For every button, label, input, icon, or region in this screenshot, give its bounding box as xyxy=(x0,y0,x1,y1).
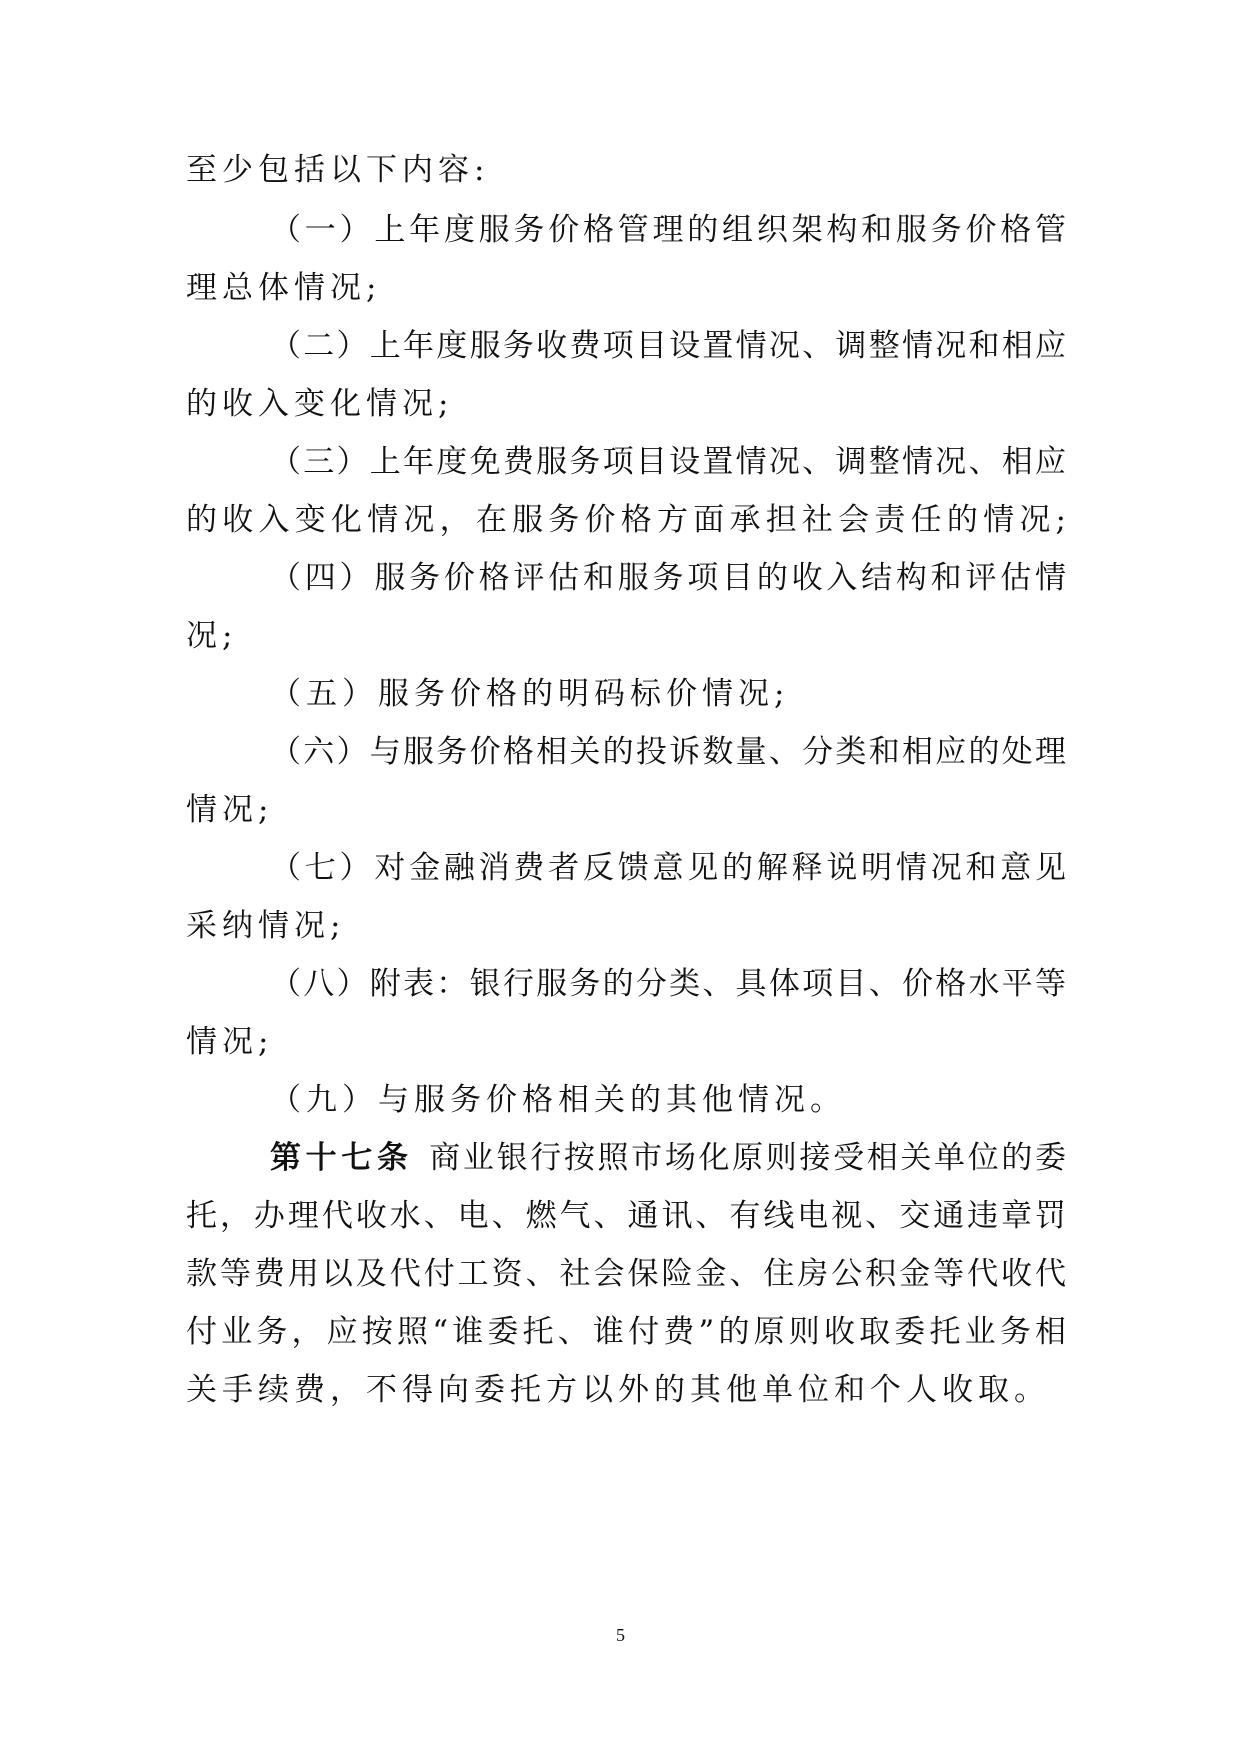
list-item-6-cont: 情况; xyxy=(186,792,274,828)
article-17-line: 付业务，应按照“谁委托、谁付费”的原则收取委托业务相 xyxy=(186,1314,1066,1350)
list-item-8-cont: 情况; xyxy=(186,1024,274,1060)
body-line: 至少包括以下内容: xyxy=(186,152,490,188)
list-item-3: （三）上年度免费服务项目设置情况、调整情况、相应 xyxy=(270,444,1066,480)
page-number: 5 xyxy=(616,1625,625,1645)
list-item-9: （九）与服务价格相关的其他情况。 xyxy=(270,1082,846,1118)
article-17-text: 商业银行按照市场化原则接受相关单位的委 xyxy=(426,1140,1066,1176)
article-17-first-line xyxy=(270,1138,1066,1178)
article-17-line: 款等费用以及代付工资、社会保险金、住房公积金等代收代 xyxy=(186,1256,1066,1292)
list-item-4: （四）服务价格评估和服务项目的收入结构和评估情 xyxy=(270,560,1066,596)
article-17-line: 托，办理代收水、电、燃气、通讯、有线电视、交通违章罚 xyxy=(186,1198,1066,1234)
list-item-4-cont: 况; xyxy=(186,618,238,654)
list-item-8: （八）附表：银行服务的分类、具体项目、价格水平等 xyxy=(270,966,1066,1002)
article-17-heading: 第十七条 xyxy=(270,1140,413,1176)
list-item-2: （二）上年度服务收费项目设置情况、调整情况和相应 xyxy=(270,328,1066,364)
list-item-7-cont: 采纳情况; xyxy=(186,908,346,944)
list-item-5: （五）服务价格的明码标价情况; xyxy=(270,676,790,712)
article-17-line: 关手续费，不得向委托方以外的其他单位和个人收取。 xyxy=(186,1372,1050,1408)
list-item-7: （七）对金融消费者反馈意见的解释说明情况和意见 xyxy=(270,850,1066,886)
list-item-1: （一）上年度服务价格管理的组织架构和服务价格管 xyxy=(270,212,1066,248)
list-item-3-cont: 的收入变化情况，在服务价格方面承担社会责任的情况; xyxy=(186,502,1066,538)
list-item-6: （六）与服务价格相关的投诉数量、分类和相应的处理 xyxy=(270,734,1066,770)
list-item-2-cont: 的收入变化情况; xyxy=(186,386,454,422)
list-item-1-cont: 理总体情况; xyxy=(186,270,382,306)
